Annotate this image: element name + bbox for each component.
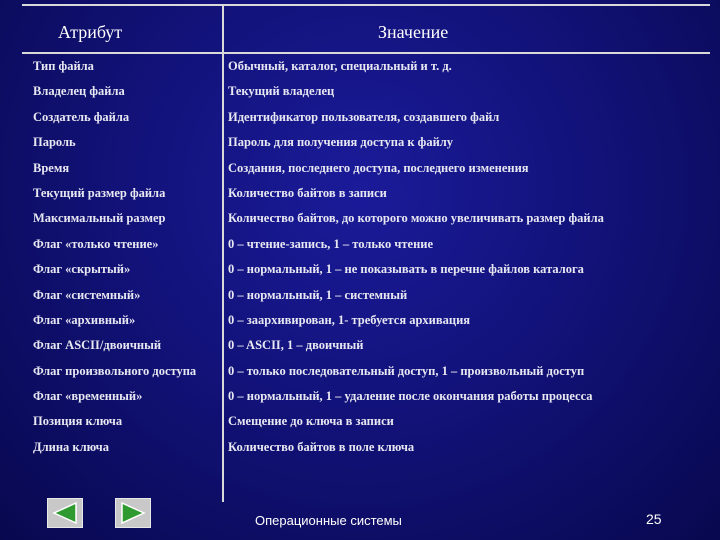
value-cell: 0 – заархивирован, 1- требуется архивация — [228, 312, 471, 327]
table-row — [0, 233, 720, 258]
previous-slide-button[interactable] — [47, 498, 83, 528]
attributes-table — [0, 55, 720, 461]
table-row — [0, 182, 720, 207]
attribute-cell: Флаг «системный» — [33, 287, 141, 302]
value-cell: Обычный, каталог, специальный и т. д. — [228, 59, 452, 73]
table-row — [0, 207, 720, 232]
attribute-cell: Тип файла — [33, 59, 94, 73]
value-cell: Смещение до ключа в записи — [228, 414, 394, 429]
value-cell: Идентификатор пользователя, создавшего файл — [228, 109, 500, 124]
value-cell: Количество байтов, до которого можно увеличивать размер файла — [228, 211, 604, 226]
attribute-cell: Время — [33, 160, 70, 175]
arrow-right-icon — [118, 501, 148, 525]
table-header-rule — [22, 52, 710, 54]
table-row — [0, 55, 720, 80]
column-header-value: Значение — [378, 22, 449, 42]
arrow-left-icon — [50, 501, 80, 525]
table-row — [0, 80, 720, 105]
value-cell: Пароль для получения доступа к файлу — [228, 135, 454, 150]
table-row — [0, 360, 720, 385]
value-cell: 0 – нормальный, 1 – системный — [228, 287, 408, 302]
attribute-cell: Флаг «только чтение» — [33, 236, 159, 251]
value-cell: Создания, последнего доступа, последнего изменения — [228, 160, 529, 175]
attribute-cell: Текущий размер файла — [33, 185, 166, 200]
table-row — [0, 436, 720, 461]
value-cell: 0 – нормальный, 1 – не показывать в перечне файлов каталога — [228, 262, 584, 277]
value-cell: 0 – ASCII, 1 – двоичный — [228, 338, 364, 353]
table-row — [0, 309, 720, 334]
table-row — [0, 385, 720, 410]
table-row — [0, 334, 720, 359]
attribute-cell: Пароль — [33, 135, 76, 150]
attribute-cell: Владелец файла — [33, 84, 125, 99]
value-cell: Текущий владелец — [228, 84, 335, 99]
table-row — [0, 157, 720, 182]
value-cell: Количество байтов в поле ключа — [228, 439, 415, 454]
table-row — [0, 284, 720, 309]
table-row — [0, 258, 720, 283]
attribute-cell: Позиция ключа — [33, 414, 123, 429]
column-header-attribute: Атрибут — [58, 22, 123, 42]
table-row — [0, 106, 720, 131]
attribute-cell: Флаг «временный» — [33, 389, 143, 404]
attribute-cell: Флаг ASCII/двоичный — [33, 338, 162, 353]
footer-title: Операционные системы — [255, 513, 402, 528]
attribute-cell: Флаг «архивный» — [33, 312, 136, 327]
next-slide-button[interactable] — [115, 498, 151, 528]
attribute-cell: Максимальный размер — [33, 211, 166, 226]
table-row — [0, 410, 720, 435]
table-top-rule — [22, 4, 710, 6]
attribute-cell: Флаг произвольного доступа — [33, 363, 197, 378]
attribute-cell: Создатель файла — [33, 109, 130, 124]
value-cell: 0 – чтение-запись, 1 – только чтение — [228, 236, 434, 251]
value-cell: 0 – только последовательный доступ, 1 – произвольный доступ — [228, 363, 585, 378]
value-cell: Количество байтов в записи — [228, 185, 387, 200]
page-number: 25 — [646, 511, 662, 527]
value-cell: 0 – нормальный, 1 – удаление после окончания работы процесса — [228, 389, 593, 404]
attribute-cell: Длина ключа — [33, 439, 109, 454]
table-row — [0, 131, 720, 156]
attribute-cell: Флаг «скрытый» — [33, 262, 131, 277]
